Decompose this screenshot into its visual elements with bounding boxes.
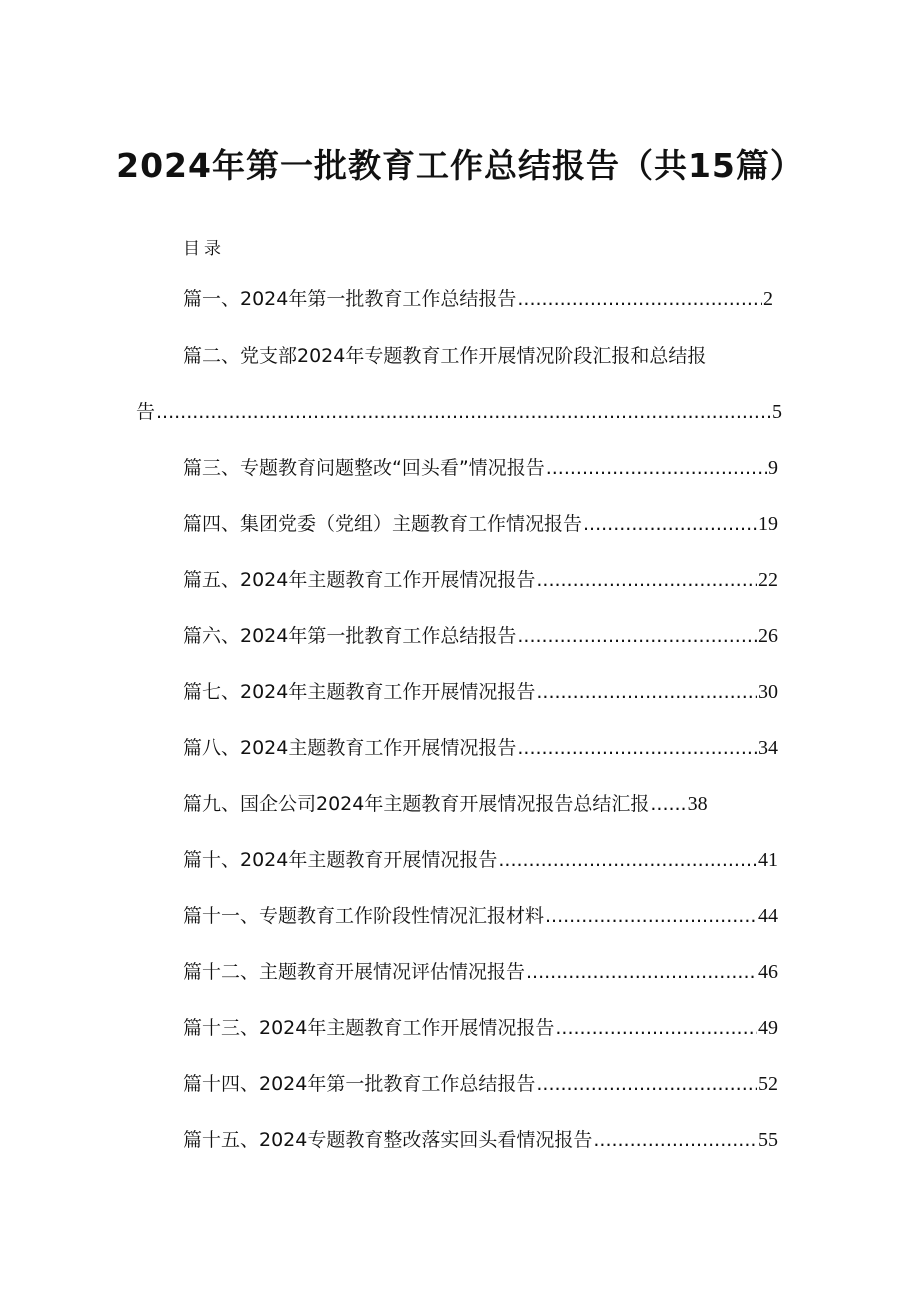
dot-leader — [156, 398, 771, 426]
dot-leader — [536, 678, 757, 706]
toc-entry-page: 41 — [758, 849, 778, 871]
toc-entry-label: 篇五、2024年主题教育工作开展情况报告 — [183, 569, 536, 591]
toc-entry[interactable] — [183, 622, 778, 650]
dot-leader — [536, 1070, 757, 1098]
dot-leader — [517, 285, 762, 313]
toc-entry[interactable] — [183, 902, 778, 930]
toc-entry-label: 篇六、2024年第一批教育工作总结报告 — [183, 625, 517, 647]
toc-entry-continuation[interactable] — [136, 398, 782, 426]
dot-leader — [583, 510, 757, 538]
dot-leader — [526, 958, 757, 986]
toc-entry-page: 22 — [758, 569, 778, 591]
toc-entry-label: 篇十三、2024年主题教育工作开展情况报告 — [183, 1017, 555, 1039]
toc-entry-page: 9 — [768, 457, 778, 479]
toc-entry-label: 篇三、专题教育问题整改“回头看”情况报告 — [183, 457, 545, 479]
dot-leader: ...... — [650, 793, 687, 815]
toc-entry[interactable] — [183, 1070, 778, 1098]
toc-entry-label: 篇十五、2024专题教育整改落实回头看情况报告 — [183, 1129, 593, 1151]
toc-entry-page: 44 — [758, 905, 778, 927]
toc-entry-page: 2 — [763, 288, 773, 310]
toc-entry[interactable] — [183, 454, 778, 482]
dot-leader — [498, 846, 757, 874]
toc-entry[interactable] — [183, 1126, 778, 1154]
toc-entry[interactable] — [183, 678, 778, 706]
toc-entry-page: 34 — [758, 737, 778, 759]
dot-leader — [517, 622, 757, 650]
dot-leader — [546, 454, 767, 482]
toc-entry-label: 篇四、集团党委（党组）主题教育工作情况报告 — [183, 513, 583, 535]
toc-entry-label: 篇七、2024年主题教育工作开展情况报告 — [183, 681, 536, 703]
toc-entry[interactable] — [183, 1014, 778, 1042]
dot-leader — [545, 902, 757, 930]
toc-entry-page: 19 — [758, 513, 778, 535]
dot-leader — [536, 566, 757, 594]
toc-entry-label: 篇一、2024年第一批教育工作总结报告 — [183, 288, 517, 310]
toc-entry-label: 篇十四、2024年第一批教育工作总结报告 — [183, 1073, 536, 1095]
toc-heading: 目录 — [183, 239, 225, 259]
toc-entry-label: 篇十二、主题教育开展情况评估情况报告 — [183, 961, 526, 983]
toc-entry-page: 46 — [758, 961, 778, 983]
dot-leader — [593, 1126, 757, 1154]
toc-entry[interactable] — [183, 566, 778, 594]
toc-entry-page: 30 — [758, 681, 778, 703]
dot-leader — [517, 734, 757, 762]
document-title: 2024年第一批教育工作总结报告（共15篇） — [116, 146, 804, 185]
toc-entry-page: 5 — [772, 401, 782, 423]
toc-entry-page: 55 — [758, 1129, 778, 1151]
toc-entry-label: 篇二、党支部2024年专题教育工作开展情况阶段汇报和总结报 — [183, 345, 707, 367]
toc-entry[interactable] — [183, 734, 778, 762]
dot-leader — [555, 1014, 757, 1042]
toc-entry[interactable] — [183, 790, 708, 818]
toc-entry[interactable] — [183, 342, 706, 370]
toc-entry-page: 49 — [758, 1017, 778, 1039]
toc-entry-page: 38 — [687, 793, 708, 815]
toc-entry-label: 篇八、2024主题教育工作开展情况报告 — [183, 737, 517, 759]
toc-entry[interactable] — [183, 958, 778, 986]
toc-entry[interactable] — [183, 510, 778, 538]
toc-entry-label: 篇十一、专题教育工作阶段性情况汇报材料 — [183, 905, 545, 927]
toc-entry-page: 52 — [758, 1073, 778, 1095]
toc-entry-label: 篇十、2024年主题教育开展情况报告 — [183, 849, 498, 871]
toc-entry-label-cont: 告 — [136, 401, 156, 423]
toc-entry-page: 26 — [758, 625, 778, 647]
toc-entry[interactable] — [183, 285, 773, 313]
toc-entry[interactable] — [183, 846, 778, 874]
toc-entry-label: 篇九、国企公司2024年主题教育开展情况报告总结汇报 — [183, 793, 650, 815]
